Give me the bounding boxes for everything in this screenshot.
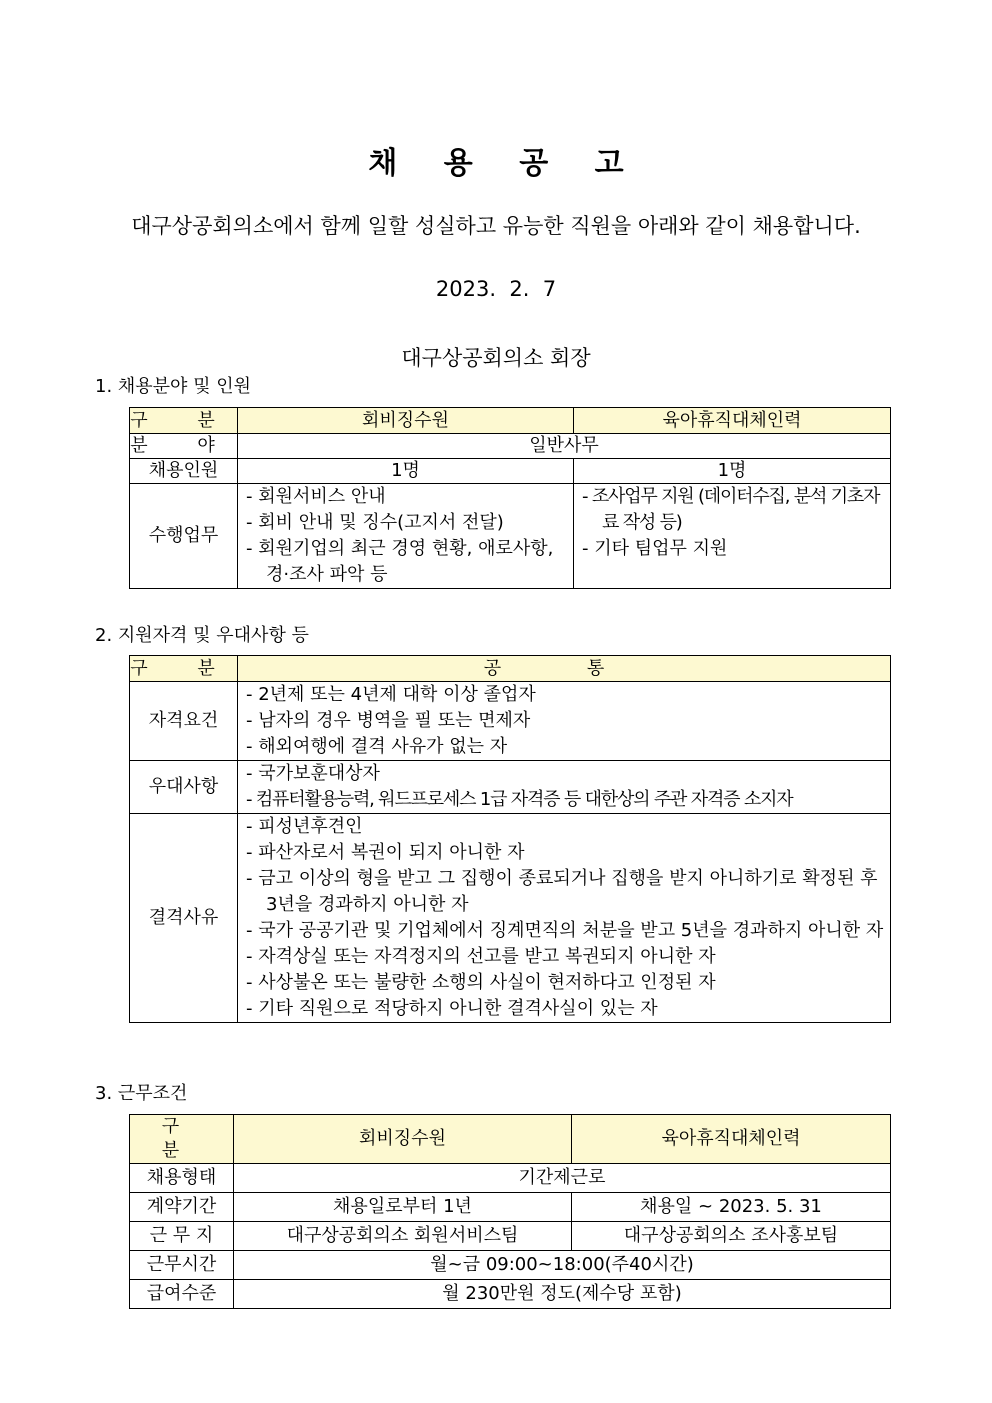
- preferences-list: [238, 761, 891, 814]
- row-label-headcount: 채용인원: [130, 459, 238, 484]
- headcount-fee-collector: 1명: [238, 459, 574, 484]
- row-label-contract-period: 계약기간: [130, 1193, 234, 1222]
- header-category: 구 분: [130, 408, 238, 434]
- duties-fee-collector: [238, 484, 574, 589]
- header-common: 공 통: [238, 656, 891, 682]
- section3-table: [129, 1114, 891, 1309]
- row-label-disqualifications: 결격사유: [130, 814, 238, 1023]
- contract-period-parental-leave: 채용일 ~ 2023. 5. 31: [572, 1193, 891, 1222]
- intro-text: 대구상공회의소에서 함께 일할 성실하고 유능한 직원을 아래와 같이 채용합니다.: [131, 214, 861, 238]
- list-item: - 해외여행에 결격 사유가 없는 자: [246, 736, 508, 757]
- salary-value: 월 230만원 정도(제수당 포함): [234, 1280, 891, 1309]
- notice-date: 2023. 2. 7: [435, 277, 557, 301]
- header-fee-collector: 회비징수원: [238, 408, 574, 434]
- section3-title: 3. 근무조건: [95, 1083, 188, 1104]
- contract-period-fee-collector: 채용일로부터 1년: [234, 1193, 572, 1222]
- list-item: - 컴퓨터활용능력, 워드프로세스 1급 자격증 등 대한상의 주관 자격증 소지자: [246, 789, 793, 810]
- row-label-qualifications: 자격요건: [130, 682, 238, 761]
- list-item: - 사상불온 또는 불량한 소행의 사실이 현저하다고 인정된 자: [246, 972, 716, 993]
- header-category: 구 분: [130, 1115, 234, 1164]
- row-label-preferences: 우대사항: [130, 761, 238, 814]
- list-item: - 피성년후견인: [246, 816, 363, 837]
- list-item: - 회원서비스 안내: [246, 486, 386, 507]
- header-parental-leave: 육아휴직대체인력: [572, 1115, 891, 1164]
- row-label-salary: 급여수준: [130, 1280, 234, 1309]
- list-item: - 기타 직원으로 적당하지 아니한 결격사실이 있는 자: [246, 998, 658, 1019]
- headcount-parental-leave: 1명: [574, 459, 891, 484]
- section2-table: [129, 655, 891, 1023]
- work-hours-value: 월~금 09:00~18:00(주40시간): [234, 1251, 891, 1280]
- list-item: - 금고 이상의 형을 받고 그 집행이 종료되거나 집행을 받지 아니하기로 확정된 후 3년을 경과하지 아니한 자: [246, 868, 878, 915]
- list-item: - 조사업무 지원 (데이터수집, 분석 기초자료 작성 등): [582, 486, 880, 533]
- duties-parental-leave: [574, 484, 891, 589]
- row-label-work-hours: 근무시간: [130, 1251, 234, 1280]
- list-item: - 회원기업의 최근 경영 현황, 애로사항, 경·조사 파악 등: [246, 538, 554, 585]
- list-item: - 국가보훈대상자: [246, 763, 380, 784]
- list-item: - 2년제 또는 4년제 대학 이상 졸업자: [246, 684, 536, 705]
- employment-type-value: 기간제근로: [234, 1164, 891, 1193]
- list-item: - 남자의 경우 병역을 필 또는 면제자: [246, 710, 531, 731]
- row-label-workplace: 근 무 지: [130, 1222, 234, 1251]
- list-item: - 파산자로서 복권이 되지 아니한 자: [246, 842, 525, 863]
- section1-title: 1. 채용분야 및 인원: [95, 376, 252, 397]
- section1-table: [129, 407, 891, 589]
- row-label-duties: 수행업무: [130, 484, 238, 589]
- workplace-parental-leave: 대구상공회의소 조사홍보팀: [572, 1222, 891, 1251]
- workplace-fee-collector: 대구상공회의소 회원서비스팀: [234, 1222, 572, 1251]
- field-value: 일반사무: [238, 434, 891, 459]
- qualifications-list: [238, 682, 891, 761]
- page-title: 채 용 공 고: [368, 146, 642, 181]
- row-label-employment-type: 채용형태: [130, 1164, 234, 1193]
- signer: 대구상공회의소 회장: [401, 346, 591, 370]
- list-item: - 기타 팀업무 지원: [582, 538, 728, 559]
- list-item: - 회비 안내 및 징수(고지서 전달): [246, 512, 504, 533]
- header-fee-collector: 회비징수원: [234, 1115, 572, 1164]
- header-parental-leave: 육아휴직대체인력: [574, 408, 891, 434]
- list-item: - 자격상실 또는 자격정지의 선고를 받고 복권되지 아니한 자: [246, 946, 716, 967]
- header-category: 구 분: [130, 656, 238, 682]
- list-item: - 국가 공공기관 및 기업체에서 징계면직의 처분을 받고 5년을 경과하지 아니한 자: [246, 920, 884, 941]
- section2-title: 2. 지원자격 및 우대사항 등: [95, 625, 309, 646]
- row-label-field: 분 야: [130, 434, 238, 459]
- disqualifications-list: [238, 814, 891, 1023]
